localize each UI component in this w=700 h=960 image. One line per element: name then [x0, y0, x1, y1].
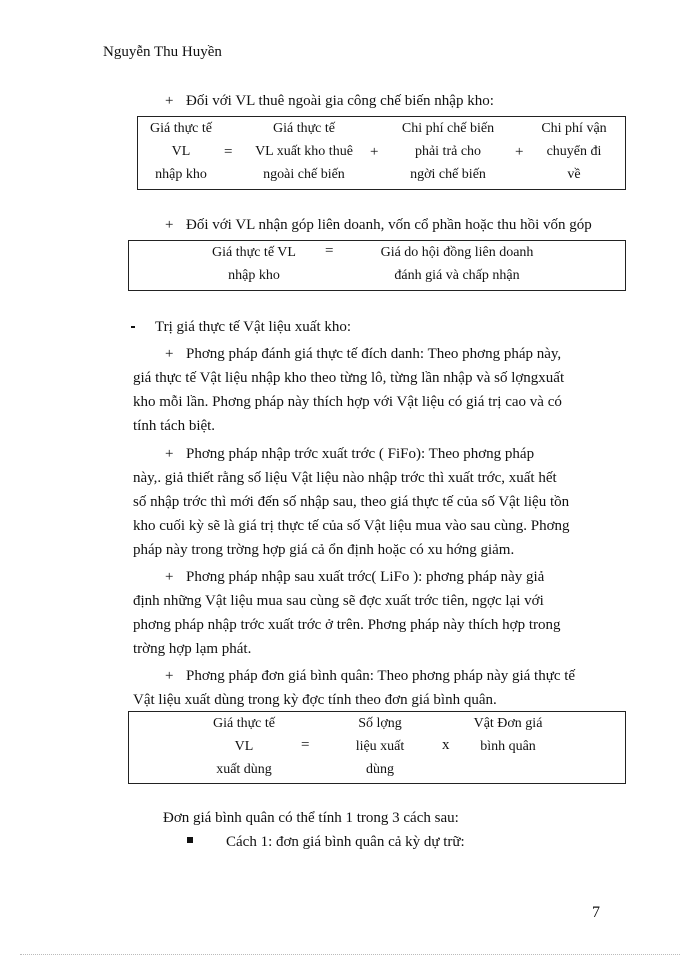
t1-col2-r3: ngoài chế biến: [263, 167, 345, 182]
t1-col3-r1: Chi phí chế biến: [401, 121, 495, 136]
section1-marker: +: [165, 93, 174, 109]
t2-right-r1: Giá do hội đồng liên doanh: [380, 245, 534, 260]
para3-line3: phơng pháp nhập trớc xuất trớc ở trên. Phơng pháp này thích hợp trong: [133, 617, 561, 633]
t3-op2: x: [442, 737, 450, 753]
para2-line5: pháp này trong trờng hợp giá cả ổn định hoặc có xu hớng giảm.: [133, 542, 515, 558]
t1-col4-r1: Chi phí vận: [541, 121, 607, 136]
formula-table-3: [128, 711, 626, 784]
t2-left-r2: nhập kho: [228, 268, 280, 283]
t1-col4-r2: chuyển đi: [546, 144, 602, 159]
formula-table-1: [137, 116, 626, 190]
para1-line4: tính tách biệt.: [133, 418, 216, 434]
t3-col2-r1: Số lợng: [358, 716, 402, 731]
t1-col2-r1: Giá thực tế: [272, 121, 335, 136]
t1-col2-r2: VL xuất kho thuê: [255, 144, 353, 159]
closing-text: Đơn giá bình quân có thể tính 1 trong 3 cách sau:: [163, 810, 459, 826]
t1-col1-r3: nhập kho: [155, 167, 207, 182]
para2-marker: +: [165, 446, 174, 462]
t3-col3-r1: Vật Đơn giá: [473, 716, 543, 731]
para4-marker: +: [165, 668, 174, 684]
para1-line1: Phơng pháp đánh giá thực tế đích danh: Theo phơng pháp này,: [186, 346, 562, 362]
t3-col1-r2: VL: [234, 739, 254, 754]
page-number: 7: [592, 904, 600, 921]
para2-line4: kho cuối kỳ sẽ là giá trị thực tế của số Vật liệu mua vào sau cùng. Phơng: [133, 518, 570, 534]
para3-line2: định những Vật liệu mua sau cùng sẽ đợc xuất trớc tiên, ngợc lại với: [133, 593, 544, 609]
t2-left-r1: Giá thực tế VL: [212, 245, 296, 260]
para4-line1: Phơng pháp đơn giá bình quân: Theo phơng pháp này giá thực tế: [186, 668, 576, 684]
t3-col1-r3: xuất dùng: [216, 762, 272, 777]
t1-op2: +: [370, 144, 379, 160]
section2-text: Đối với VL nhận góp liên doanh, vốn cổ phần hoặc thu hồi vốn góp: [186, 217, 592, 233]
para1-line3: kho mỗi lần. Phơng pháp này thích hợp với Vật liệu có giá trị cao và có: [133, 394, 562, 410]
section3-text: Trị giá thực tế Vật liệu xuất kho:: [155, 319, 352, 335]
para3-line1: Phơng pháp nhập sau xuất trớc( LiFo ): phơng pháp này giả: [186, 569, 545, 585]
square-bullet-icon: [187, 837, 193, 843]
section1-text: Đối với VL thuê ngoài gia công chế biến nhập kho:: [186, 93, 494, 109]
t1-col4-r3: về: [567, 167, 581, 182]
t1-col1-r2: VL: [171, 144, 191, 159]
t3-op1: =: [301, 737, 310, 753]
dash-bullet: [131, 326, 135, 328]
para2-line2: này,. giả thiết rằng số liệu Vật liệu nào nhập trớc thì xuất trớc, xuất hết: [133, 470, 557, 486]
t3-col2-r2: liệu xuất: [355, 739, 405, 754]
t1-col3-r3: ngời chế biến: [410, 167, 486, 182]
author-header: Nguyễn Thu Huyền: [103, 44, 222, 60]
t1-col3-r2: phải trả cho: [414, 144, 482, 159]
t2-right-r2: đánh giá và chấp nhận: [394, 268, 520, 283]
formula-table-2: [128, 240, 626, 291]
t1-col1-r1: Giá thực tế: [149, 121, 212, 136]
para2-line1: Phơng pháp nhập trớc xuất trớc ( FiFo): Theo phơng pháp: [186, 446, 535, 462]
section2-marker: +: [165, 217, 174, 233]
t3-col2-r3: dùng: [366, 762, 394, 777]
t1-op3: +: [515, 144, 524, 160]
para3-line4: trờng hợp lạm phát.: [133, 641, 252, 657]
para1-line2: giá thực tế Vật liệu nhập kho theo từng lô, từng lần nhập và số lợngxuất: [133, 370, 565, 386]
para3-marker: +: [165, 569, 174, 585]
page-edge-divider: [20, 954, 680, 955]
t2-op: =: [325, 243, 334, 259]
para4-line2: Vật liệu xuất dùng trong kỳ đợc tính theo đơn giá bình quân.: [133, 692, 497, 708]
closing-bullet-text: Cách 1: đơn giá bình quân cả kỳ dự trữ:: [226, 834, 465, 850]
para1-marker: +: [165, 346, 174, 362]
para2-line3: số nhập trớc thì mới đến số nhập sau, theo giá thực tế của số Vật liệu tồn: [133, 494, 570, 510]
t3-col3-r2: bình quân: [480, 739, 536, 754]
t3-col1-r1: Giá thực tế: [212, 716, 275, 731]
t1-op1: =: [224, 144, 233, 160]
